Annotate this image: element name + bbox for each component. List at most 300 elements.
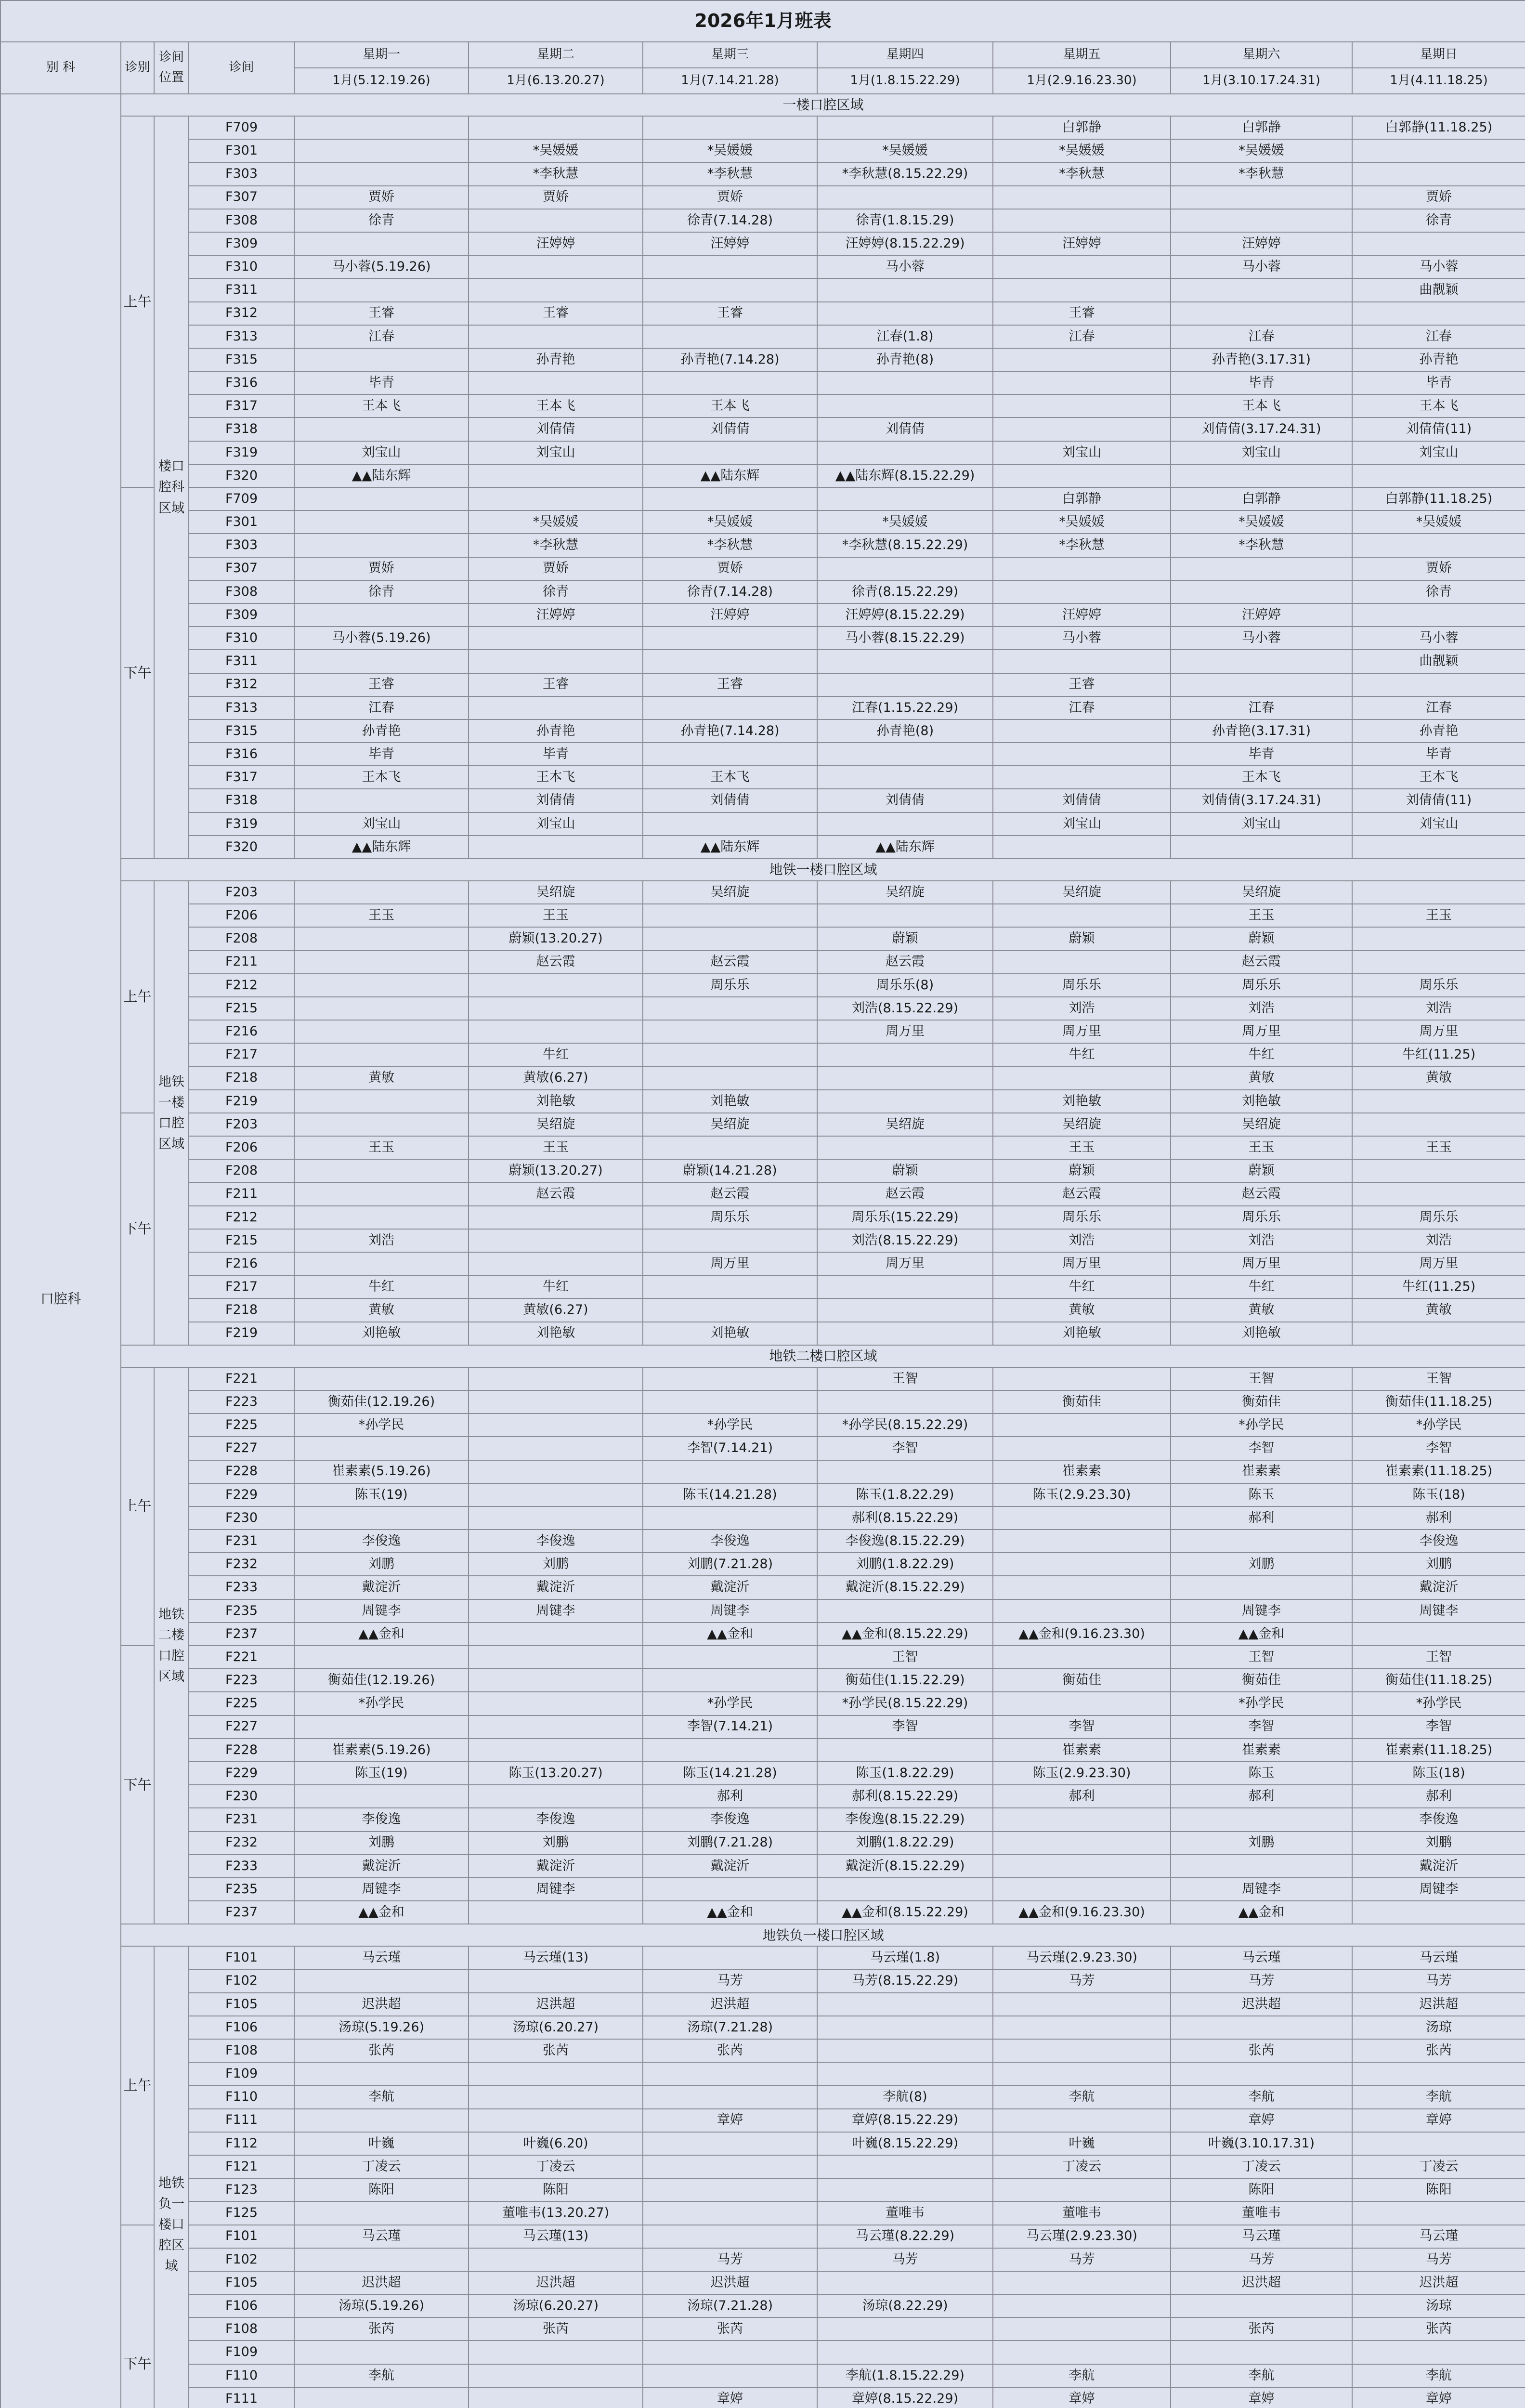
shift-cell: 孙青艳(8) [817,348,993,371]
shift-cell: 黄敏 [1352,1298,1525,1322]
shift-cell: *吴媛媛 [817,139,993,162]
shift-cell: 孙青艳 [469,348,643,371]
shift-cell: 刘倩倩(3.17.24.31) [1171,789,1352,812]
shift-cell [643,1020,817,1043]
shift-cell: 孙青艳(3.17.31) [1171,348,1352,371]
shift-cell: 周乐乐 [1352,974,1525,997]
shift-cell: 贾娇 [643,186,817,209]
table-row [0,209,1525,232]
shift-cell: *李秋慧 [643,162,817,185]
shift-cell: 马芳 [993,2248,1171,2271]
shift-cell: 李航(1.8.15.22.29) [817,2364,993,2387]
table-row [0,1275,1525,1298]
shift-cell [993,1832,1171,1855]
shift-cell [294,1020,469,1043]
shift-cell: 汪婷婷 [1171,603,1352,627]
shift-cell: 白郭静 [993,116,1171,139]
table-row [0,2341,1525,2364]
shift-cell: 戴淀沂 [643,1855,817,1878]
table-row [0,1136,1525,1159]
shift-cell [294,1252,469,1275]
shift-cell: 王睿 [643,673,817,696]
shift-cell: 刘鹏 [1171,1553,1352,1576]
room-cell: F231 [189,1808,294,1831]
shift-cell [643,904,817,927]
shift-cell [294,2109,469,2132]
shift-cell: 牛红(11.25) [1352,1275,1525,1298]
room-cell: F303 [189,162,294,185]
shift-cell: 牛红 [1171,1043,1352,1066]
shift-cell [993,904,1171,927]
section-title: 地铁负一楼口腔区域 [121,1924,1525,1946]
room-cell: F320 [189,836,294,859]
shift-cell [993,1878,1171,1901]
shift-cell: 周乐乐 [643,974,817,997]
shift-cell: 白郭静(11.18.25) [1352,116,1525,139]
shift-cell: 蔚颖(13.20.27) [469,927,643,950]
shift-cell [643,278,817,301]
shift-cell [294,534,469,557]
shift-cell: 周键李 [294,1878,469,1901]
room-cell: F229 [189,1483,294,1506]
shift-cell: 马云瑾(2.9.23.30) [993,1946,1171,1969]
shift-cell: 丁凌云 [294,2155,469,2178]
shift-cell [817,2155,993,2178]
shift-cell: 汪婷婷 [469,603,643,627]
shift-cell [1352,2341,1525,2364]
shift-cell: 王睿 [469,673,643,696]
shift-cell [1352,464,1525,487]
shift-cell: 戴淀沂(8.15.22.29) [817,1576,993,1599]
shift-cell: 黄敏 [1352,1067,1525,1090]
shift-cell [817,812,993,836]
room-cell: F316 [189,371,294,394]
shift-cell [1352,139,1525,162]
room-cell: F106 [189,2294,294,2317]
shift-cell: 李航 [1171,2364,1352,2387]
table-row [0,1901,1525,1924]
shift-cell: 孙青艳 [1352,720,1525,743]
shift-cell [643,2132,817,2155]
shift-cell [993,418,1171,441]
shift-cell: 衡茹佳 [1171,1669,1352,1692]
shift-cell [1352,881,1525,904]
shift-cell [1171,209,1352,232]
shift-cell [1352,302,1525,325]
shift-cell [643,696,817,720]
shift-cell: 王本飞 [294,394,469,418]
shift-cell: 毕青 [1171,371,1352,394]
shift-cell: 刘鹏 [1352,1553,1525,1576]
shift-cell [1171,673,1352,696]
shift-cell [993,464,1171,487]
table-row [0,1159,1525,1182]
shift-cell: 江春 [1171,696,1352,720]
shift-cell: 刘艳敏 [993,1090,1171,1113]
shift-cell: 陈阳 [1352,2178,1525,2201]
shift-cell: 周键李 [1171,1878,1352,1901]
shift-cell: 毕青 [1171,743,1352,766]
table-row [0,162,1525,185]
shift-cell: 陈阳 [469,2178,643,2201]
shift-cell: *吴媛媛 [1171,139,1352,162]
shift-cell [993,348,1171,371]
shift-cell: 汤琼 [1352,2016,1525,2039]
table-row [0,487,1525,510]
shift-cell: 汤琼(5.19.26) [294,2294,469,2317]
shift-cell: 王智 [1171,1646,1352,1669]
shift-cell: 李俊逸 [1352,1530,1525,1553]
shift-cell: 马小蓉 [1352,627,1525,650]
table-row [0,1390,1525,1413]
shift-cell: 章婷 [643,2387,817,2408]
room-cell: F229 [189,1762,294,1785]
shift-cell: 孙青艳 [1352,348,1525,371]
shift-cell: 陈玉(1.8.22.29) [817,1762,993,1785]
shift-cell [817,371,993,394]
shift-cell: 王玉 [1352,1136,1525,1159]
shift-cell: 郝利 [1352,1785,1525,1808]
shift-cell: 衡茹佳(11.18.25) [1352,1390,1525,1413]
room-cell: F105 [189,1993,294,2016]
shift-cell: 马云瑾(13) [469,1946,643,1969]
shift-cell [294,348,469,371]
shift-cell: 迟洪超 [1171,2271,1352,2294]
shift-cell [469,1623,643,1646]
shift-cell: 徐青 [294,209,469,232]
room-cell: F105 [189,2271,294,2294]
shift-cell [817,1090,993,1113]
shift-cell: 徐青 [469,580,643,603]
room-cell: F108 [189,2039,294,2062]
shift-cell: *孙学民 [643,1413,817,1437]
shift-cell: 马芳 [1171,2248,1352,2271]
shift-cell: 迟洪超 [294,2271,469,2294]
shift-cell: 章婷(8.15.22.29) [817,2387,993,2408]
shift-cell [993,2271,1171,2294]
shift-cell: 张芮 [294,2317,469,2341]
table-row [0,766,1525,789]
shift-cell: 周乐乐 [1352,1206,1525,1229]
section-title: 一楼口腔区域 [121,94,1525,116]
shift-cell: 赵云霞 [817,1182,993,1205]
shift-cell [817,487,993,510]
table-row [0,789,1525,812]
shift-cell: 马芳 [643,2248,817,2271]
shift-cell [993,278,1171,301]
shift-cell: 戴淀沂 [469,1576,643,1599]
table-row [0,1020,1525,1043]
shift-cell [1352,1159,1525,1182]
room-cell: F228 [189,1460,294,1483]
shift-cell: 牛红 [469,1275,643,1298]
room-cell: F218 [189,1298,294,1322]
shift-cell [993,2062,1171,2085]
shift-cell: 周万里 [1171,1020,1352,1043]
shift-cell [294,2062,469,2085]
shift-cell: 刘鹏 [1352,1832,1525,1855]
room-cell: F206 [189,1136,294,1159]
shift-cell: 崔素素 [993,1460,1171,1483]
shift-cell: 马小蓉(8.15.22.29) [817,627,993,650]
shift-cell [469,1785,643,1808]
table-row [0,534,1525,557]
shift-cell [1171,2062,1352,2085]
shift-cell: 徐青 [1352,209,1525,232]
shift-cell [817,1878,993,1901]
shift-cell: *孙学民 [294,1692,469,1715]
shift-cell: 李航 [993,2085,1171,2108]
shift-cell: ▲▲金和 [1171,1623,1352,1646]
shift-cell [817,766,993,789]
period-morning: 上午 [121,1946,154,2225]
shift-cell [993,836,1171,859]
table-row [0,1739,1525,1762]
table-row [0,1530,1525,1553]
shift-cell: 刘倩倩 [817,418,993,441]
shift-cell: 陈玉(14.21.28) [643,1762,817,1785]
period-afternoon: 下午 [121,487,154,859]
shift-cell: 张芮 [1171,2039,1352,2062]
table-row [0,2201,1525,2225]
shift-cell: 刘艳敏 [1171,1090,1352,1113]
shift-cell: 江春 [1352,696,1525,720]
shift-cell [643,2062,817,2085]
room-cell: F309 [189,603,294,627]
shift-cell [294,232,469,255]
shift-cell [643,1298,817,1322]
table-row [0,510,1525,534]
shift-cell [294,1969,469,1992]
shift-cell: 徐青(7.14.28) [643,580,817,603]
table-row [0,2225,1525,2248]
table-row [0,580,1525,603]
shift-cell: *孙学民 [294,1413,469,1437]
shift-cell: 李俊逸 [469,1530,643,1553]
shift-cell: 赵云霞 [1171,951,1352,974]
shift-cell: 戴淀沂 [294,1576,469,1599]
shift-cell: 马云瑾(8.22.29) [817,2225,993,2248]
shift-cell [817,441,993,464]
shift-cell: 王玉 [294,904,469,927]
room-cell: F230 [189,1506,294,1530]
shift-cell: 刘浩 [294,1229,469,1252]
table-row [0,1182,1525,1205]
shift-cell: 贾娇 [1352,186,1525,209]
shift-cell: 马小蓉 [1352,255,1525,278]
shift-cell [1352,1623,1525,1646]
shift-cell: 江春(1.15.22.29) [817,696,993,720]
shift-cell: 王本飞 [1171,394,1352,418]
shift-cell [993,557,1171,580]
room-cell: F216 [189,1252,294,1275]
shift-cell: 李智(7.14.21) [643,1437,817,1460]
room-cell: F212 [189,1206,294,1229]
shift-cell [469,255,643,278]
shift-cell [294,1206,469,1229]
header-day-name: 星期二 [469,42,643,68]
shift-cell: 郝利 [1171,1785,1352,1808]
shift-cell: 牛红 [469,1043,643,1066]
table-row [0,2364,1525,2387]
section-row [0,859,1525,881]
shift-cell [469,278,643,301]
table-row [0,371,1525,394]
room-cell: F308 [189,209,294,232]
shift-cell: 牛红(11.25) [1352,1043,1525,1066]
shift-cell: 周乐乐 [643,1206,817,1229]
shift-cell: 周万里 [643,1252,817,1275]
table-row [0,696,1525,720]
shift-cell [469,1413,643,1437]
shift-cell [294,2387,469,2408]
shift-cell: 崔素素 [1171,1739,1352,1762]
shift-cell [993,766,1171,789]
shift-cell: 马小蓉 [993,627,1171,650]
shift-cell: 刘宝山 [469,812,643,836]
shift-cell: 王智 [1352,1367,1525,1390]
shift-cell: 章婷 [1171,2387,1352,2408]
table-row [0,1669,1525,1692]
shift-cell [1171,2016,1352,2039]
table-row [0,650,1525,673]
shift-cell: ▲▲陆东辉 [643,836,817,859]
section-title: 地铁二楼口腔区域 [121,1345,1525,1367]
room-cell: F211 [189,1182,294,1205]
table-row [0,720,1525,743]
table-row [0,2155,1525,2178]
location-cell: 地铁负一楼口腔区域 [154,1946,189,2408]
shift-cell: 丁凌云 [1352,2155,1525,2178]
shift-cell: 蔚颖 [993,1159,1171,1182]
shift-cell: 白郭静 [1171,487,1352,510]
shift-cell: *孙学民 [643,1692,817,1715]
room-cell: F227 [189,1715,294,1739]
header-day-dates: 1月(1.8.15.22.29) [817,68,993,94]
room-cell: F218 [189,1067,294,1090]
shift-cell [643,325,817,348]
shift-cell: 戴淀沂(8.15.22.29) [817,1855,993,1878]
shift-cell: 王本飞 [643,766,817,789]
shift-cell [993,255,1171,278]
shift-cell [294,927,469,950]
shift-cell: 毕青 [1352,743,1525,766]
shift-cell: 刘浩(8.15.22.29) [817,997,993,1020]
room-cell: F219 [189,1090,294,1113]
shift-cell: 汤琼(6.20.27) [469,2016,643,2039]
shift-cell [643,1669,817,1692]
shift-cell: 王本飞 [294,766,469,789]
table-row [0,627,1525,650]
shift-cell: 王睿 [993,673,1171,696]
table-row [0,302,1525,325]
shift-cell: 黄敏 [1171,1067,1352,1090]
room-cell: F112 [189,2132,294,2155]
shift-cell: 刘宝山 [469,441,643,464]
section-title: 地铁一楼口腔区域 [121,859,1525,881]
shift-cell: 马云瑾 [1171,2225,1352,2248]
shift-cell: 周键李 [1352,1599,1525,1623]
table-row [0,1692,1525,1715]
shift-cell: 衡茹佳(12.19.26) [294,1669,469,1692]
section-row [0,1924,1525,1946]
shift-cell [993,394,1171,418]
shift-cell: 吴绍旋 [817,881,993,904]
shift-cell [993,2016,1171,2039]
shift-cell: 李智 [1171,1715,1352,1739]
shift-cell: 马小蓉 [1171,627,1352,650]
shift-cell: 陈玉(2.9.23.30) [993,1483,1171,1506]
shift-cell: 郝利 [993,1785,1171,1808]
table-row [0,2294,1525,2317]
room-cell: F217 [189,1275,294,1298]
shift-cell [993,743,1171,766]
shift-cell: 刘浩 [1352,1229,1525,1252]
room-cell: F121 [189,2155,294,2178]
shift-cell: 汤琼(7.21.28) [643,2294,817,2317]
shift-cell: 刘鹏 [469,1553,643,1576]
room-cell: F301 [189,510,294,534]
shift-cell [817,2039,993,2062]
table-row [0,1206,1525,1229]
shift-cell [294,1437,469,1460]
shift-cell [469,1437,643,1460]
table-row [0,1252,1525,1275]
shift-cell: 李智 [817,1715,993,1739]
shift-cell [469,1390,643,1413]
shift-cell: 陈阳 [294,2178,469,2201]
table-row [0,1113,1525,1136]
shift-cell: 马芳 [643,1969,817,1992]
shift-cell: 王玉 [1352,904,1525,927]
shift-cell: 刘倩倩 [469,789,643,812]
shift-cell [643,812,817,836]
page-title: 2026年1月班表 [0,0,1525,42]
shift-cell [817,1067,993,1090]
shift-cell: 赵云霞 [993,1182,1171,1205]
shift-cell: 汤琼 [1352,2294,1525,2317]
shift-cell [294,1182,469,1205]
shift-cell: 毕青 [294,371,469,394]
period-afternoon: 下午 [121,2225,154,2408]
shift-cell [643,2155,817,2178]
shift-cell: 张芮 [469,2039,643,2062]
shift-cell: 刘浩 [993,997,1171,1020]
shift-cell: 王玉 [993,1136,1171,1159]
shift-cell [294,997,469,1020]
room-cell: F307 [189,186,294,209]
room-cell: F217 [189,1043,294,1066]
shift-cell: 张芮 [294,2039,469,2062]
header-period: 诊别 [121,42,154,94]
shift-cell: 刘鹏(7.21.28) [643,1553,817,1576]
room-cell: F709 [189,116,294,139]
shift-cell [1352,1322,1525,1345]
shift-cell: 衡茹佳 [993,1390,1171,1413]
shift-cell: 刘浩(8.15.22.29) [817,1229,993,1252]
room-cell: F108 [189,2317,294,2341]
shift-cell: 张芮 [643,2039,817,2062]
table-row [0,673,1525,696]
table-row [0,1946,1525,1969]
shift-cell [643,487,817,510]
shift-cell: 董唯韦(13.20.27) [469,2201,643,2225]
shift-cell [1171,464,1352,487]
shift-cell: 马芳 [1352,1969,1525,1992]
shift-cell [469,1367,643,1390]
header-day-name: 星期三 [643,42,817,68]
shift-cell: 刘宝山 [1352,812,1525,836]
